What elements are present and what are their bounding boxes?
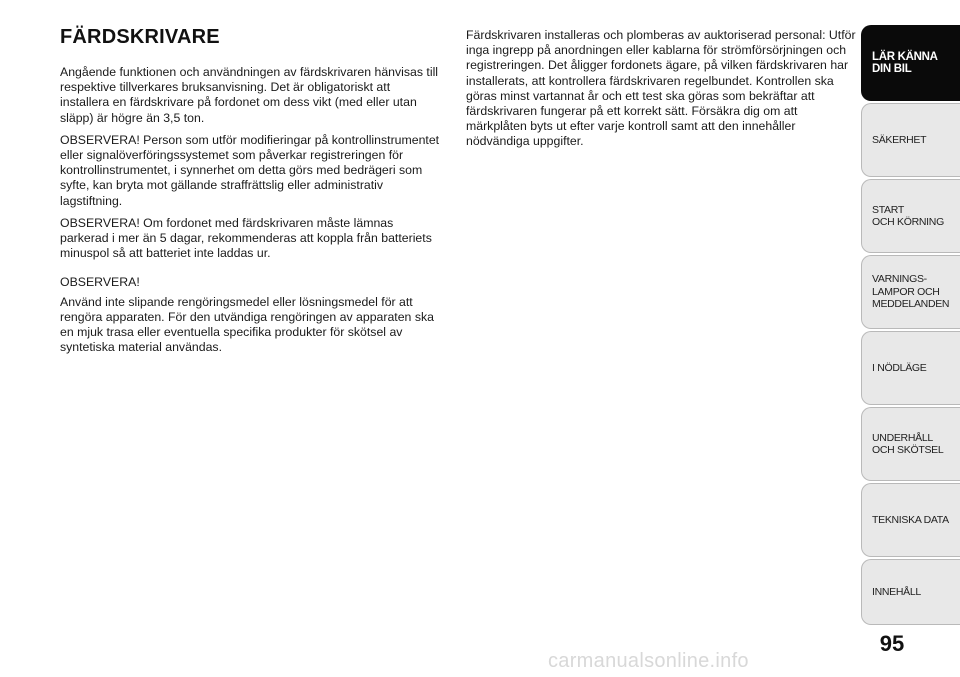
tab-label: VARNINGS- LAMPOR OCH MEDDELANDEN xyxy=(872,273,950,311)
paragraph-installation: Färdskrivaren installeras och plomberas av auktoriserad personal: Utför inga ingrepp på anordningen eller kablarna för strömförsörjningen och registreringen. Det åligger fordonets ägare, på vilken färdskrivaren har installerats, att kontrollera färdskrivaren regelbundet. Kontrollen ska göras minst vartannat år och ett test ska göras som bekräftar att färdskrivaren fungerar på ett korrekt sätt. Försäkra dig om att märkplåten byts ut efter varje kontroll samt att den innehåller nödvändiga uppgifter. xyxy=(466,28,856,149)
paragraph-intro: Angående funktionen och användningen av färdskrivaren hänvisas till respektive tillverkares bruksanvisning. Det är obligatoriskt att installera en färdskrivare på fordonet om dess vikt (med eller utan släpp) är högre än 3,5 ton. xyxy=(60,65,439,125)
tab-start-och-korning[interactable] xyxy=(861,179,960,253)
paragraph-warning-parking: OBSERVERA! Om fordonet med färdskrivaren måste lämnas parkerad i mer än 5 dagar, rekommenderas att koppla från batteriets minuspol så att batteriet inte laddas ur. xyxy=(60,215,432,261)
tab-label: LÄR KÄNNA DIN BIL xyxy=(872,50,938,75)
tab-varningslampor[interactable] xyxy=(861,255,960,329)
chapter-tabs xyxy=(861,25,960,625)
tab-label: I NÖDLÄGE xyxy=(872,361,927,374)
tab-label: START OCH KÖRNING xyxy=(872,203,944,228)
tab-i-nodlage[interactable] xyxy=(861,331,960,405)
tab-sakerhet[interactable] xyxy=(861,103,960,177)
tab-lar-kanna-din-bil[interactable] xyxy=(861,25,960,101)
tab-underhall-och-skotsel[interactable] xyxy=(861,407,960,481)
tab-label: INNEHÅLL xyxy=(872,585,921,598)
right-column xyxy=(466,28,856,157)
paragraph-warning-heading: OBSERVERA! xyxy=(60,275,140,290)
tab-label: TEKNISKA DATA xyxy=(872,513,949,526)
paragraph-cleaning: Använd inte slipande rengöringsmedel eller lösningsmedel för att rengöra apparaten. För den utvändiga rengöringen av apparaten ska en mjuk trasa eller eventuella specifika produkter för skötsel av syntetiska material användas. xyxy=(60,294,434,355)
tab-label: UNDERHÅLL OCH SKÖTSEL xyxy=(872,431,944,456)
page-number: 95 xyxy=(879,631,905,656)
paragraph-warning-modifications: OBSERVERA! Person som utför modifieringar på kontrollinstrumentet eller signalöverföringssystemet som påverkar registreringen för kontrollinstrumentet, i synnerhet om detta görs med bedrägeri som syfte, kan bryta mot gällande straffrättslig eller administrativ lagstiftning. xyxy=(60,132,440,208)
left-column xyxy=(60,26,440,362)
tab-tekniska-data[interactable] xyxy=(861,483,960,557)
tab-innehall[interactable] xyxy=(861,559,960,625)
page-title: FÄRDSKRIVARE xyxy=(60,26,220,48)
watermark: carmanualsonline.info xyxy=(548,650,749,672)
tab-label: SÄKERHET xyxy=(872,133,927,146)
